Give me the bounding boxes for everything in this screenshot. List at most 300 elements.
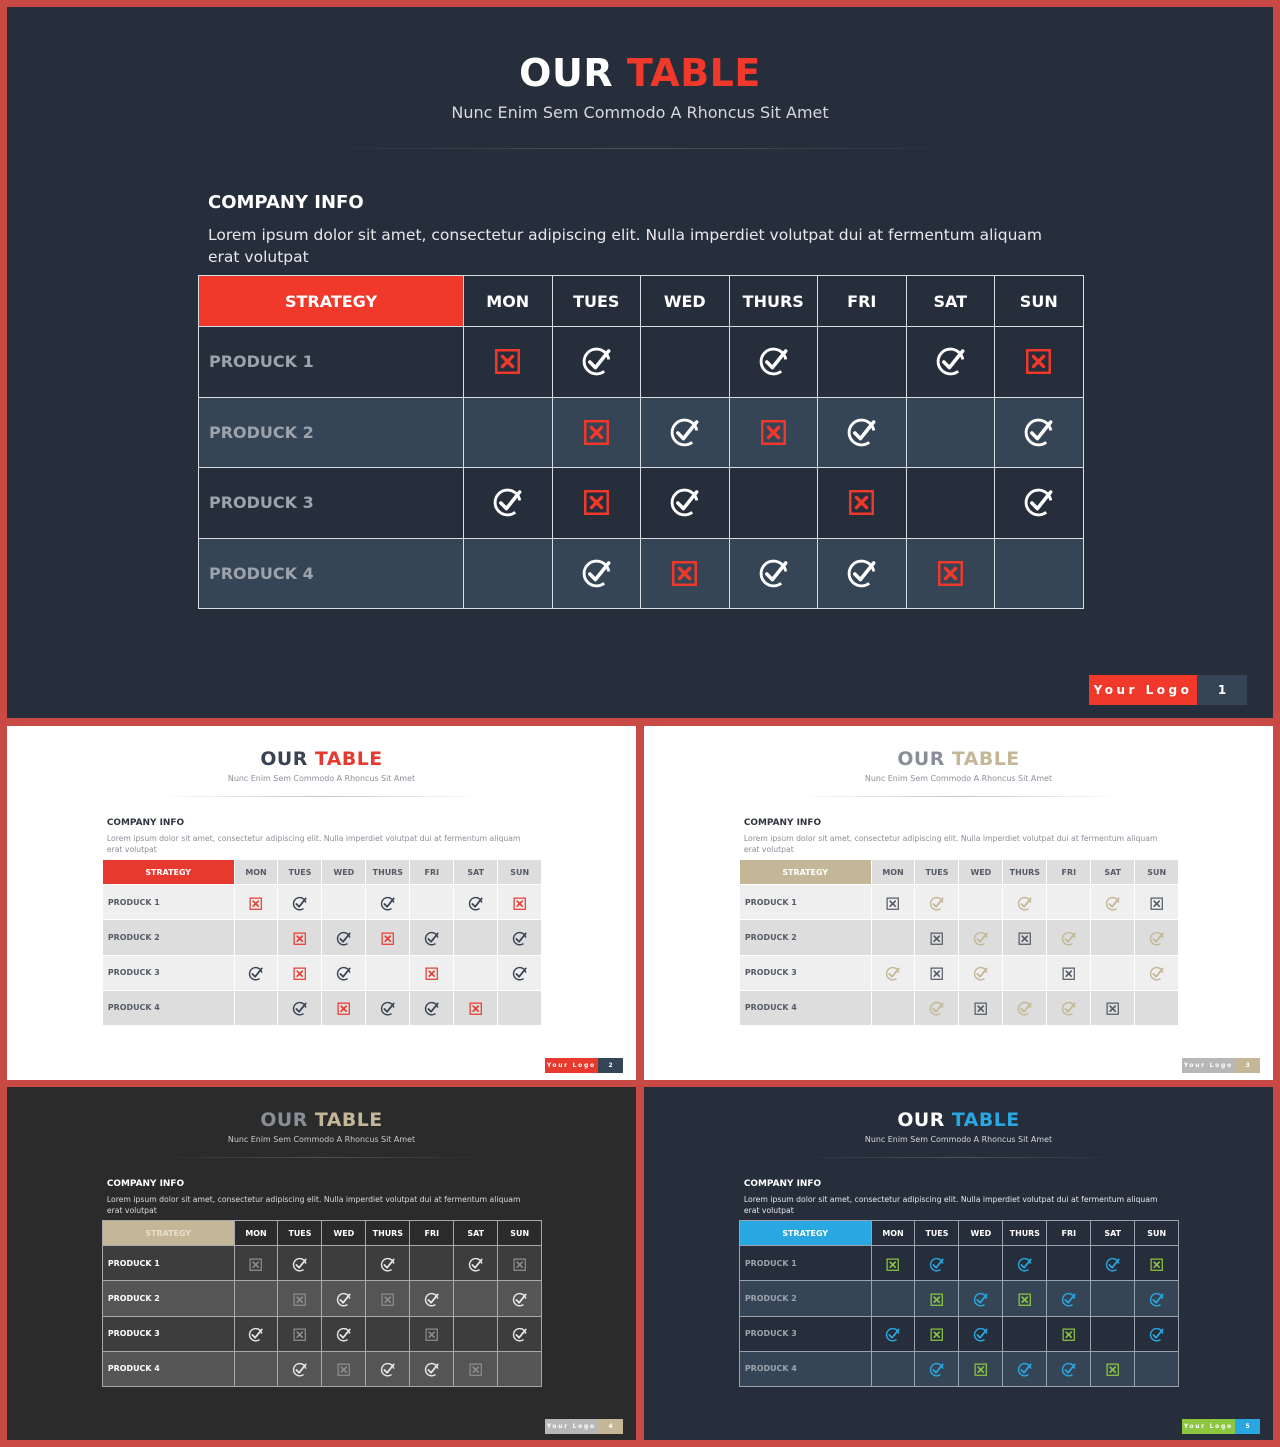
day-header-thurs: THURS [1003, 860, 1047, 885]
table-header-row [102, 860, 541, 885]
check-icon-svg [1061, 1362, 1076, 1377]
title-divider [793, 1157, 1124, 1158]
mark-cell [915, 990, 959, 1025]
mark-cell [729, 468, 818, 539]
day-header-thurs: THURS [1003, 1221, 1047, 1246]
mark-cell [366, 990, 410, 1025]
check-icon-svg [973, 931, 988, 946]
mark-cell [234, 955, 278, 990]
check-icon-svg [292, 1001, 307, 1016]
logo-badge: Your Logo [545, 1419, 599, 1434]
check-icon [1017, 1257, 1032, 1272]
day-header-wed: WED [959, 1221, 1003, 1246]
strategy-header: STRATEGY [102, 1221, 234, 1246]
day-header-mon: MON [871, 860, 915, 885]
check-icon-svg [1105, 896, 1120, 911]
check-icon-svg [292, 896, 307, 911]
mark-cell [322, 885, 366, 920]
cross-icon [425, 1328, 438, 1341]
check-icon-svg [669, 417, 700, 448]
mark-cell [234, 1281, 278, 1316]
mark-cell [906, 327, 995, 398]
table-row [739, 885, 1178, 920]
mark-cell [729, 327, 818, 398]
cross-icon [930, 1293, 943, 1306]
company-info-heading: COMPANY INFO [106, 817, 185, 828]
mark-cell [454, 920, 498, 955]
product-label: PRODUCK 3 [739, 1316, 871, 1351]
strategy-table [198, 275, 1084, 609]
mark-cell [322, 955, 366, 990]
mark-cell [1003, 1316, 1047, 1351]
title-word-our: OUR [260, 1108, 308, 1131]
table-row [739, 955, 1178, 990]
product-label: PRODUCK 2 [102, 1281, 234, 1316]
check-icon-svg [336, 966, 351, 981]
cross-icon-svg [513, 897, 526, 910]
cross-icon-svg [1106, 1363, 1119, 1376]
mark-cell [410, 1351, 454, 1386]
title-word-table: TABLE [626, 51, 761, 95]
check-icon-svg [846, 558, 877, 589]
product-label: PRODUCK 1 [102, 1246, 234, 1281]
cross-icon-svg [494, 348, 521, 375]
check-icon-svg [1149, 1292, 1164, 1307]
table-row [199, 468, 1084, 539]
mark-cell [915, 920, 959, 955]
cross-icon [886, 897, 899, 910]
check-icon [1017, 1001, 1032, 1016]
check-icon [1149, 1327, 1164, 1342]
check-icon [248, 966, 263, 981]
check-icon [1061, 1292, 1076, 1307]
mark-cell [234, 920, 278, 955]
company-info-text: Lorem ipsum dolor sit amet, consectetur adipiscing elit. Nulla imperdiet volutpat dui at fermentum aliquam erat volutpat [208, 226, 1042, 266]
check-icon-svg [424, 931, 439, 946]
title-divider [156, 796, 487, 797]
check-icon [424, 1001, 439, 1016]
table-row [739, 1316, 1178, 1351]
check-icon-svg [758, 558, 789, 589]
check-icon-svg [758, 346, 789, 377]
cross-icon [337, 1363, 350, 1376]
day-header-tues: TUES [278, 860, 322, 885]
strategy-table [102, 1220, 542, 1386]
mark-cell [322, 1351, 366, 1386]
check-icon-svg [1105, 1257, 1120, 1272]
cross-icon [293, 932, 306, 945]
cross-icon-svg [974, 1002, 987, 1015]
product-label: PRODUCK 3 [199, 468, 464, 539]
table-row [102, 920, 541, 955]
cross-icon [1150, 897, 1163, 910]
title-word-table: TABLE [951, 1108, 1020, 1131]
check-icon [1061, 931, 1076, 946]
day-header-tues: TUES [915, 1221, 959, 1246]
mark-cell [454, 885, 498, 920]
mark-cell [410, 955, 454, 990]
check-icon [1149, 966, 1164, 981]
day-header-fri: FRI [410, 1221, 454, 1246]
check-icon [581, 558, 612, 589]
mark-cell [498, 990, 542, 1025]
mark-cell [818, 397, 907, 468]
day-header-thurs: THURS [366, 860, 410, 885]
page-number: 3 [1235, 1058, 1260, 1073]
check-icon [512, 1292, 527, 1307]
cross-icon [886, 1258, 899, 1271]
cross-icon-svg [1106, 1002, 1119, 1015]
cross-icon [1025, 348, 1052, 375]
mark-cell [1003, 1351, 1047, 1386]
mark-cell [278, 920, 322, 955]
cross-icon [293, 967, 306, 980]
cross-icon [513, 897, 526, 910]
mark-cell [641, 397, 730, 468]
check-icon [292, 1257, 307, 1272]
mark-cell [454, 1281, 498, 1316]
mark-cell [871, 955, 915, 990]
title-divider [793, 796, 1124, 797]
mark-cell [234, 1316, 278, 1351]
cross-icon-svg [886, 1258, 899, 1271]
mark-cell [959, 1351, 1003, 1386]
day-header-sat: SAT [1091, 1221, 1135, 1246]
mark-cell [1003, 990, 1047, 1025]
table-row [739, 990, 1178, 1025]
mark-cell [410, 920, 454, 955]
cross-icon [583, 419, 610, 446]
check-icon-svg [1017, 1362, 1032, 1377]
mark-cell [552, 538, 641, 609]
mark-cell [498, 885, 542, 920]
mark-cell [871, 885, 915, 920]
table-header-row [199, 276, 1084, 327]
check-icon [512, 1327, 527, 1342]
mark-cell [959, 1281, 1003, 1316]
table-header-row [102, 1221, 541, 1246]
day-header-sun: SUN [498, 1221, 542, 1246]
strategy-table [102, 859, 542, 1025]
day-header-fri: FRI [1047, 1221, 1091, 1246]
cross-icon-svg [937, 560, 964, 587]
check-icon [468, 1257, 483, 1272]
check-icon [758, 558, 789, 589]
cross-icon-svg [293, 1293, 306, 1306]
check-icon [336, 966, 351, 981]
check-icon-svg [336, 1292, 351, 1307]
company-info-heading: COMPANY INFO [743, 1178, 822, 1189]
check-icon [1105, 1257, 1120, 1272]
mark-cell [915, 1316, 959, 1351]
check-icon-svg [336, 931, 351, 946]
strategy-header: STRATEGY [199, 276, 464, 327]
day-header-fri: FRI [818, 276, 907, 327]
cross-icon-svg [337, 1363, 350, 1376]
cross-icon [293, 1328, 306, 1341]
day-header-wed: WED [322, 860, 366, 885]
mark-cell [410, 1246, 454, 1281]
strategy-header: STRATEGY [739, 860, 871, 885]
check-icon-svg [1017, 1001, 1032, 1016]
mark-cell [995, 538, 1084, 609]
check-icon-svg [336, 1327, 351, 1342]
cross-icon-svg [1025, 348, 1052, 375]
mark-cell [410, 1316, 454, 1351]
product-label: PRODUCK 1 [739, 1246, 871, 1281]
slide-3 [644, 726, 1273, 1080]
mark-cell [322, 1316, 366, 1351]
mark-cell [464, 538, 553, 609]
mark-cell [366, 1351, 410, 1386]
day-header-sun: SUN [1135, 1221, 1179, 1246]
company-info-heading: COMPANY INFO [106, 1178, 185, 1189]
mark-cell [552, 397, 641, 468]
check-icon-svg [929, 1257, 944, 1272]
mark-cell [1091, 1281, 1135, 1316]
mark-cell [322, 1246, 366, 1281]
day-header-wed: WED [959, 860, 1003, 885]
cross-icon [1018, 932, 1031, 945]
cross-icon [930, 967, 943, 980]
mark-cell [498, 1281, 542, 1316]
day-header-mon: MON [464, 276, 553, 327]
cross-icon [249, 1258, 262, 1271]
check-icon [929, 1001, 944, 1016]
mark-cell [278, 990, 322, 1025]
mark-cell [915, 1351, 959, 1386]
check-icon-svg [424, 1292, 439, 1307]
title-word-our: OUR [897, 1108, 945, 1131]
page-number: 2 [598, 1058, 623, 1073]
check-icon [973, 1327, 988, 1342]
title-divider [307, 148, 973, 149]
mark-cell [959, 990, 1003, 1025]
mark-cell [366, 920, 410, 955]
mark-cell [1135, 920, 1179, 955]
cross-icon-svg [293, 967, 306, 980]
day-header-tues: TUES [915, 860, 959, 885]
mark-cell [498, 920, 542, 955]
cross-icon-svg [848, 489, 875, 516]
mark-cell [871, 1316, 915, 1351]
day-header-fri: FRI [410, 860, 454, 885]
slide-subtitle: Nunc Enim Sem Commodo A Rhoncus Sit Amet [864, 773, 1053, 783]
cross-icon [1062, 1328, 1075, 1341]
check-icon [468, 896, 483, 911]
check-icon-svg [292, 1362, 307, 1377]
check-icon [1149, 931, 1164, 946]
cross-icon-svg [930, 1328, 943, 1341]
cross-icon [937, 560, 964, 587]
check-icon [292, 896, 307, 911]
mark-cell [641, 327, 730, 398]
cross-icon [1150, 1258, 1163, 1271]
mark-cell [915, 885, 959, 920]
mark-cell [498, 955, 542, 990]
mark-cell [1091, 1351, 1135, 1386]
title-word-table: TABLE [314, 1108, 383, 1131]
cross-icon [293, 1293, 306, 1306]
check-icon [929, 896, 944, 911]
cross-icon [760, 419, 787, 446]
mark-cell [1091, 955, 1135, 990]
check-icon [758, 346, 789, 377]
cross-icon-svg [249, 1258, 262, 1271]
check-icon-svg [424, 1001, 439, 1016]
check-icon [492, 487, 523, 518]
day-header-sat: SAT [454, 1221, 498, 1246]
check-icon [248, 1327, 263, 1342]
cross-icon-svg [1018, 932, 1031, 945]
check-icon [336, 1327, 351, 1342]
table-row [739, 1281, 1178, 1316]
mark-cell [454, 1351, 498, 1386]
check-icon [380, 1001, 395, 1016]
title-word-our: OUR [519, 51, 614, 95]
mark-cell [1135, 990, 1179, 1025]
mark-cell [915, 955, 959, 990]
check-icon-svg [380, 1001, 395, 1016]
cross-icon-svg [425, 967, 438, 980]
product-label: PRODUCK 3 [739, 955, 871, 990]
day-header-fri: FRI [1047, 860, 1091, 885]
cross-icon [930, 1328, 943, 1341]
day-header-thurs: THURS [729, 276, 818, 327]
product-label: PRODUCK 4 [739, 990, 871, 1025]
page-number: 4 [598, 1419, 623, 1434]
day-header-tues: TUES [552, 276, 641, 327]
day-header-mon: MON [234, 1221, 278, 1246]
check-icon-svg [512, 1292, 527, 1307]
company-info-text: Lorem ipsum dolor sit amet, consectetur adipiscing elit. Nulla imperdiet volutpat dui at fermentum aliquam erat volutpat [106, 833, 521, 854]
mark-cell [1135, 885, 1179, 920]
mark-cell [1091, 885, 1135, 920]
check-icon [935, 346, 966, 377]
mark-cell [278, 885, 322, 920]
mark-cell [959, 920, 1003, 955]
cross-icon-svg [1062, 967, 1075, 980]
cross-icon-svg [886, 897, 899, 910]
cross-icon [381, 932, 394, 945]
mark-cell [1047, 1316, 1091, 1351]
cross-icon [425, 967, 438, 980]
check-icon [929, 1257, 944, 1272]
company-info-text: Lorem ipsum dolor sit amet, consectetur adipiscing elit. Nulla imperdiet volutpat dui at fermentum aliquam erat volutpat [106, 1194, 521, 1215]
check-icon [846, 417, 877, 448]
mark-cell [410, 990, 454, 1025]
product-label: PRODUCK 4 [102, 990, 234, 1025]
mark-cell [1047, 885, 1091, 920]
product-label: PRODUCK 2 [199, 397, 464, 468]
mark-cell [464, 327, 553, 398]
mark-cell [464, 397, 553, 468]
product-label: PRODUCK 1 [199, 327, 464, 398]
mark-cell [1003, 1246, 1047, 1281]
check-icon [1061, 1001, 1076, 1016]
slide-footer [1182, 1419, 1260, 1434]
cross-icon-svg [249, 897, 262, 910]
mark-cell [906, 468, 995, 539]
mark-cell [234, 885, 278, 920]
cross-icon-svg [583, 419, 610, 446]
mark-cell [1135, 1246, 1179, 1281]
strategy-table [739, 859, 1179, 1025]
slide-title [7, 1109, 636, 1131]
cross-icon-svg [513, 1258, 526, 1271]
cross-icon-svg [337, 1002, 350, 1015]
title-word-our: OUR [897, 747, 945, 770]
day-header-wed: WED [322, 1221, 366, 1246]
mark-cell [871, 1351, 915, 1386]
cross-icon-svg [1150, 897, 1163, 910]
cross-icon-svg [1150, 1258, 1163, 1271]
mark-cell [278, 1281, 322, 1316]
day-header-mon: MON [234, 860, 278, 885]
mark-cell [906, 538, 995, 609]
check-icon-svg [1023, 487, 1054, 518]
mark-cell [1135, 1281, 1179, 1316]
table-row [199, 397, 1084, 468]
title-divider [156, 1157, 487, 1158]
check-icon-svg [468, 1257, 483, 1272]
check-icon [1061, 1362, 1076, 1377]
check-icon [380, 1257, 395, 1272]
product-label: PRODUCK 1 [102, 885, 234, 920]
check-icon-svg [380, 1362, 395, 1377]
check-icon [336, 931, 351, 946]
check-icon-svg [1149, 966, 1164, 981]
slide-footer [1089, 675, 1247, 705]
check-icon-svg [1061, 1001, 1076, 1016]
day-header-sat: SAT [454, 860, 498, 885]
check-icon [669, 487, 700, 518]
check-icon [424, 931, 439, 946]
mark-cell [454, 955, 498, 990]
cross-icon [381, 1293, 394, 1306]
day-header-sun: SUN [1135, 860, 1179, 885]
cross-icon [848, 489, 875, 516]
cross-icon [249, 897, 262, 910]
table-row [102, 885, 541, 920]
cross-icon [513, 1258, 526, 1271]
mark-cell [818, 327, 907, 398]
table-row [102, 1351, 541, 1386]
cross-icon-svg [469, 1002, 482, 1015]
mark-cell [959, 885, 1003, 920]
mark-cell [959, 1316, 1003, 1351]
cross-icon-svg [1062, 1328, 1075, 1341]
slide-title [7, 748, 636, 770]
day-header-wed: WED [641, 276, 730, 327]
check-icon-svg [1061, 1292, 1076, 1307]
cross-icon [469, 1363, 482, 1376]
cross-icon-svg [930, 932, 943, 945]
mark-cell [1091, 1246, 1135, 1281]
check-icon-svg [380, 1257, 395, 1272]
check-icon-svg [248, 1327, 263, 1342]
mark-cell [915, 1281, 959, 1316]
slide-subtitle: Nunc Enim Sem Commodo A Rhoncus Sit Amet [227, 1134, 416, 1144]
mark-cell [995, 468, 1084, 539]
mark-cell [322, 1281, 366, 1316]
mark-cell [1047, 1246, 1091, 1281]
mark-cell [464, 468, 553, 539]
mark-cell [1003, 955, 1047, 990]
check-icon [1017, 896, 1032, 911]
slide-5 [644, 1087, 1273, 1440]
table-row [102, 955, 541, 990]
